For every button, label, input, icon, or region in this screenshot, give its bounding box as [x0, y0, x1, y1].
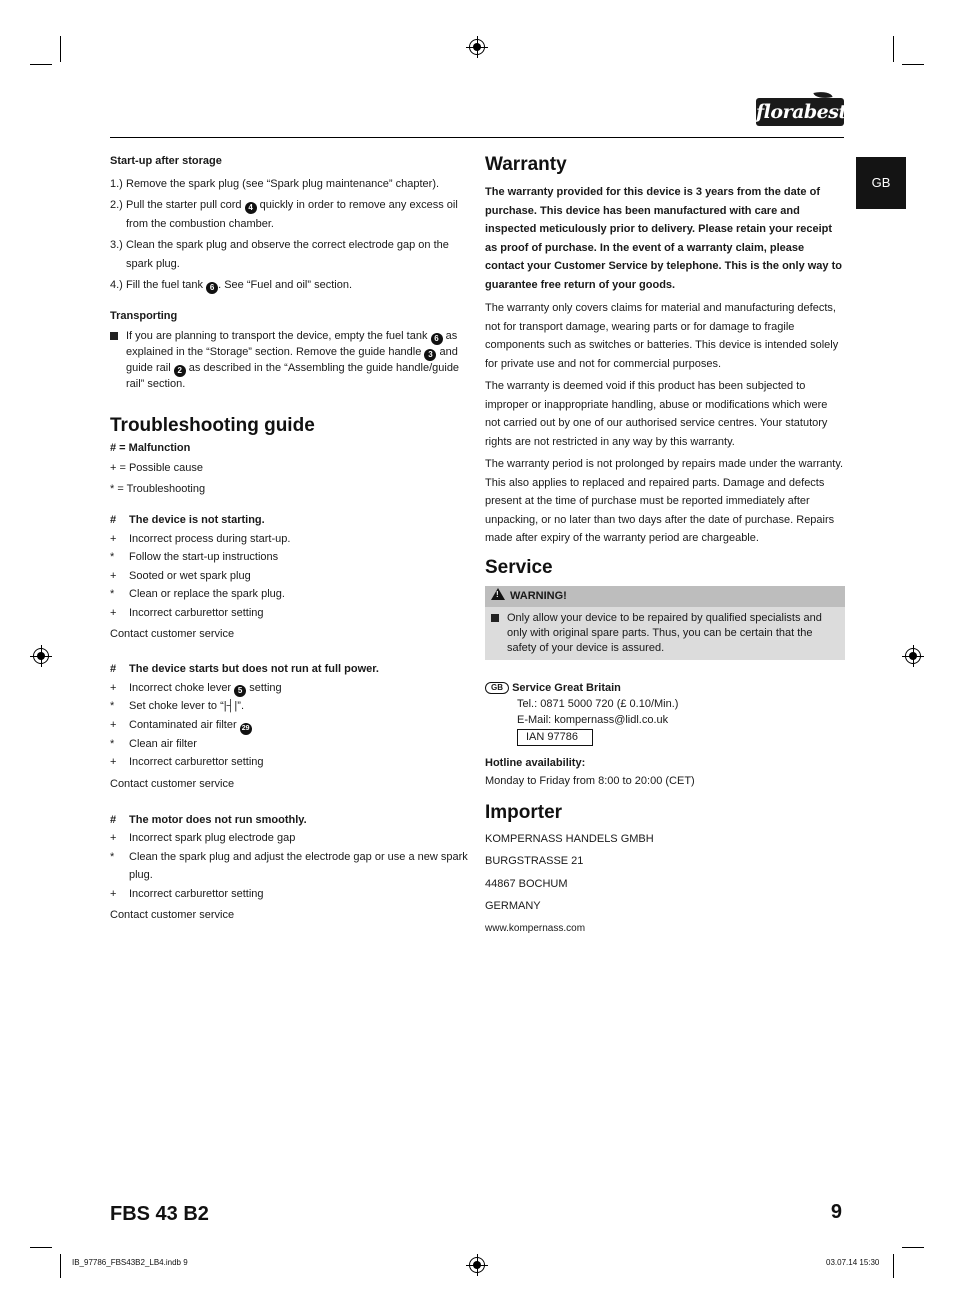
registration-mark-icon: [33, 648, 49, 664]
crop-mark: [893, 1254, 894, 1278]
table-row: * Clean the spark plug and adjust the electrode gap or use a new spark plug.: [110, 850, 468, 881]
part-number-badge: 3: [424, 349, 436, 361]
registration-mark-icon: [469, 1257, 485, 1273]
legend-malfunction: # = Malfunction: [110, 442, 191, 454]
page-number: 9: [830, 1201, 842, 1223]
transport-title: Transporting: [110, 309, 178, 322]
file-slug: IB_97786_FBS43B2_LB4.indb 9: [72, 1258, 188, 1267]
hotline-hours: Monday to Friday from 8:00 to 20:00 (CET): [485, 775, 695, 787]
warranty-title: Warranty: [485, 154, 567, 175]
importer-title: Importer: [485, 801, 563, 823]
registration-mark-icon: [905, 648, 921, 664]
problem-title: # The device starts but does not run at full power.: [110, 663, 379, 675]
warning-body: [485, 607, 845, 660]
list-item: 2.) Pull the starter pull cord 4 quickly in order to remove any excess oil from the combustion chamber.: [110, 199, 458, 230]
part-number-badge: 6: [431, 333, 443, 345]
startup-steps: [110, 175, 470, 295]
problem-block: [110, 811, 470, 925]
print-timestamp: 03.07.14 15:30: [826, 1258, 880, 1267]
country-badge: GB: [485, 682, 509, 694]
crop-mark: [30, 1247, 52, 1248]
warning-header: !WARNING!: [485, 586, 845, 607]
warranty-paragraph: The warranty is deemed void if this product has been subjected to improper or inappropriate handling, abuse or modifications which were not carried out by one of our authorised service centres. Your statutory rights are not restricted in any way by this warranty.: [485, 380, 828, 448]
right-column: [485, 153, 845, 940]
brand-logo: florabest: [756, 98, 844, 126]
bullet-square-icon: [491, 614, 499, 622]
part-number-badge: 2: [174, 365, 186, 377]
website-link: www.kompernass.com: [485, 922, 586, 934]
crop-mark: [60, 1254, 61, 1278]
part-number-badge: 4: [245, 202, 257, 214]
list-item: 3.) Clean the spark plug and observe the correct electrode gap on the spark plug.: [110, 239, 449, 270]
ian-row: [485, 729, 845, 746]
table-row: + Contaminated air filter 29: [110, 716, 470, 735]
problem-title: # The motor does not run smoothly.: [110, 813, 307, 826]
left-column: [110, 152, 470, 924]
address-line: BURGSTRASSE 21: [485, 855, 584, 868]
table-row: + Incorrect spark plug electrode gap: [110, 832, 296, 844]
table-row: * Clean or replace the spark plug.: [110, 588, 285, 600]
startup-title: Start-up after storage: [110, 155, 222, 167]
warning-box: [485, 586, 845, 660]
list-item: 4.) Fill the fuel tank 6 . See “Fuel and oil” section.: [110, 279, 352, 292]
warning-text: Only allow your device to be repaired by qualified specialists and only with original spare parts. Thus, you can be certain that the safety of your device is assured.: [491, 611, 839, 656]
service-title: Service: [485, 556, 553, 578]
table-row: * Set choke lever to “|┤|”.: [110, 700, 244, 712]
crop-mark: [30, 64, 52, 65]
bullet-square-icon: [110, 332, 118, 340]
table-row: + Incorrect carburettor setting: [110, 756, 264, 768]
warranty-paragraph: The warranty only covers claims for material and manufacturing defects, not for transport damage, wearing parts or for damage to fragile components such as switches or batteries. This device is intended solely for private use and not for commercial purposes.: [485, 302, 839, 370]
crop-mark: [60, 36, 61, 62]
registration-mark-icon: [469, 39, 485, 55]
transport-text: If you are planning to transport the device, empty the fuel tank 6 as explained in the “Storage” section. Remove the guide handle 3 and guide rail 2 as described in the “Assembling the guide handle/guide rail” section.: [110, 329, 470, 392]
service-country-row: GB Service Great Britain: [485, 680, 845, 696]
crop-mark: [902, 64, 924, 65]
model-name: FBS 43 B2: [110, 1203, 209, 1225]
service-email: E-Mail: kompernass@lidl.co.uk: [517, 713, 669, 726]
header-rule: [110, 137, 844, 138]
part-number-badge: 29: [240, 723, 252, 735]
ian-box: IAN 97786: [517, 729, 593, 746]
list-item: 1.) Remove the spark plug (see “Spark plug maintenance” chapter).: [110, 177, 440, 190]
problem-title: # The device is not starting.: [110, 514, 265, 526]
service-tel: Tel.: 0871 5000 720 (£ 0.10/Min.): [517, 697, 679, 710]
legend-fix: * = Troubleshooting: [110, 483, 206, 495]
table-row: + Incorrect carburettor setting: [110, 606, 264, 619]
address-line: KOMPERNASS HANDELS GMBH: [485, 832, 654, 845]
table-row: * Follow the start-up instructions: [110, 551, 279, 563]
legend-cause: + = Possible cause: [110, 462, 203, 474]
part-number-badge: 5: [234, 685, 246, 697]
table-row: + Incorrect choke lever 5 setting: [110, 681, 282, 695]
part-number-badge: 6: [206, 282, 218, 294]
table-row: + Incorrect carburettor setting: [110, 887, 264, 900]
service-contact: [485, 680, 845, 746]
crop-mark: [893, 36, 894, 62]
importer-address: [485, 828, 845, 941]
problem-block: [110, 660, 470, 793]
address-line: GERMANY: [485, 900, 541, 913]
contact-line: Contact customer service: [110, 777, 235, 790]
contact-line: Contact customer service: [110, 628, 235, 640]
troubleshooting-title: Troubleshooting guide: [110, 415, 315, 436]
warranty-paragraph: The warranty period is not prolonged by repairs made under the warranty. This also applies to replaced and repaired parts. Damage and defects present at the time of purchase must be reported immediately after unpacking, or no later than two days after the date of purchase. Repairs made after expiry of the warranty period are chargeable.: [485, 458, 844, 544]
crop-mark: [902, 1247, 924, 1248]
address-line: 44867 BOCHUM: [485, 877, 568, 890]
table-row: + Sooted or wet spark plug: [110, 569, 251, 582]
table-row: * Clean air filter: [110, 737, 197, 750]
language-tab: GB: [856, 157, 906, 209]
table-row: + Incorrect process during start-up.: [110, 532, 291, 545]
problem-block: [110, 511, 470, 643]
warning-triangle-icon: [491, 588, 505, 600]
warranty-intro: The warranty provided for this device is 3 years from the date of purchase. This device has been manufactured with care and inspected meticulously prior to delivery. Please retain your receipt as proof of purchase. In the event of a warranty claim, please contact your Customer Service by telephone. This is the only way to guarantee free return of your goods.: [485, 186, 842, 291]
contact-line: Contact customer service: [110, 909, 235, 921]
hotline-title: Hotline availability:: [485, 756, 586, 769]
